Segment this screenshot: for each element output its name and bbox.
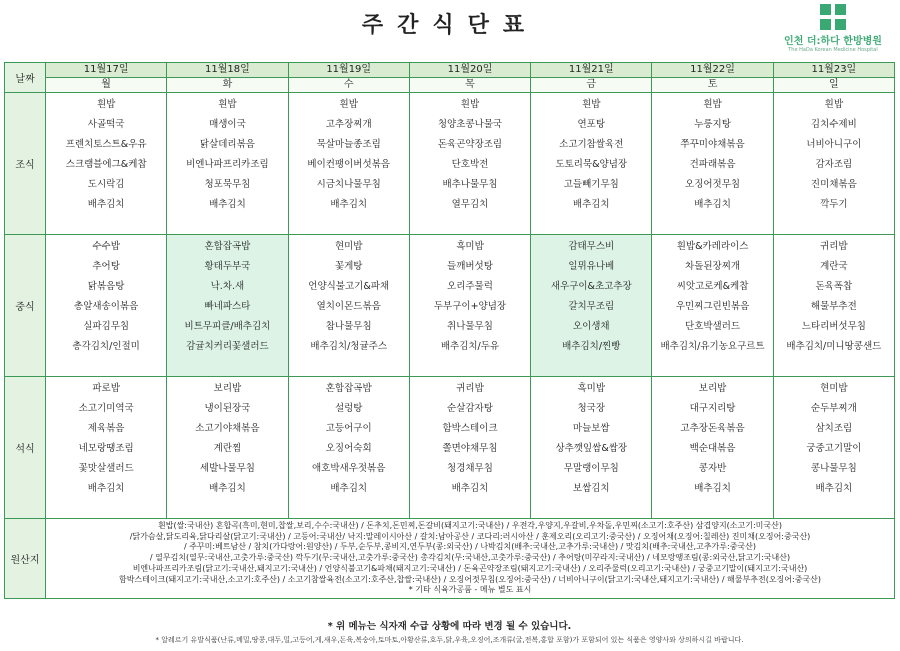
menu-item: 콩자반 (698, 463, 727, 474)
hospital-logo (778, 4, 888, 53)
menu-item: 고추장돈육볶음 (680, 423, 745, 434)
menu-item: 순살감자탕 (447, 403, 493, 414)
menu-item: 고들빼기무침 (563, 179, 619, 190)
menu-item: 제육볶음 (87, 423, 125, 434)
menu-item: 배추김치 (694, 483, 731, 494)
menu-item: 빠네파스타 (204, 301, 251, 312)
date-cell: 11월19일 (288, 63, 409, 78)
menu-item: 백순대볶음 (689, 443, 736, 454)
menu-item: 오징어젓무침 (685, 179, 741, 190)
breakfast-cell (409, 93, 530, 235)
dinner-cell (167, 377, 288, 519)
menu-item: 꽃게탕 (334, 261, 363, 272)
origin-line: 함박스테이크(돼지고기:국내산,소고기:호주산) / 소고기참쌀육전(소고기:호주산,찹쌀:국내산) / 오징어젓무침(오징어:중국산) / 너비아니구이(닭고기:국내산,돼지고기:국내산) / 해물부추전(오징어:중국산) (118, 574, 822, 584)
menu-item: 고추장찌개 (325, 119, 372, 130)
menu-item: 꽃맛살샐러드 (78, 463, 134, 474)
row-label-dinner: 석식 (5, 377, 46, 519)
lunch-cell (288, 235, 409, 377)
menu-item: 흰밥 (96, 99, 116, 110)
menu-item: 혼합잡곡밥 (204, 241, 251, 252)
menu-item: 애호박새우젓볶음 (311, 463, 386, 474)
menu-item: 흑미밥 (577, 383, 606, 394)
menu-item: 배추김치 (209, 199, 246, 210)
lunch-cell (652, 235, 773, 377)
breakfast-cell (531, 93, 652, 235)
dinner-row (5, 377, 895, 519)
breakfast-cell (288, 93, 409, 235)
menu-item: 순두부찌개 (810, 403, 857, 414)
menu-item: 진미채볶음 (810, 179, 857, 190)
menu-item: 흰밥 (339, 99, 358, 110)
menu-item: 배추김치 (209, 483, 246, 494)
origin-line: 흰밥(쌀:국내산) 혼합곡(흑미,현미,찹쌀,보리,수수:국내산) / 돈추치,돈민찌,돈갈비(돼지고기:국내산) / 우전각,우양지,우갈비,우차돌,우민찌(소고기:호주산) 삼겹양지(소고기:미국산) (158, 521, 782, 530)
menu-item: 깍두기 (820, 199, 848, 210)
menu-item: 비엔나파프리카조림 (186, 159, 269, 170)
menu-item: 청경채무침 (447, 463, 493, 474)
menu-item: 해물부추전 (810, 301, 857, 312)
menu-item: 배추김치 (330, 199, 368, 210)
menu-item: 소고기미역국 (78, 403, 134, 414)
lunch-cell (409, 235, 530, 377)
lunch-cell (46, 235, 167, 377)
lunch-cell (773, 235, 894, 377)
origin-info (46, 519, 895, 599)
menu-item: 감태무스비 (568, 241, 615, 252)
origin-line: /닭가슴살,닭도리육,닭다리살(닭고기:국내산) / 고등어:국내산/ 낙지:말레이시아산 / 갈치:남아공산 / 코다리:러시아산 / 훈제오리(오리고기:중국산) / 오징어채(오징어:칠레산) 진미채(오징어:중국산) (129, 531, 811, 541)
date-cell: 11월22일 (652, 63, 773, 78)
menu-item: 청국장 (577, 403, 606, 414)
breakfast-cell (652, 93, 773, 235)
menu-item: 프렌치토스트&우유 (65, 139, 147, 150)
menu-item: 배추김치 (572, 199, 610, 210)
menu-item: 도토리묵&양념장 (555, 159, 628, 170)
date-cell: 11월17일 (46, 63, 167, 78)
row-label-breakfast: 조식 (5, 93, 46, 235)
menu-item: 고등어구이 (325, 423, 372, 434)
weekly-menu-table (4, 62, 895, 599)
row-label-origin: 원산지 (5, 519, 46, 599)
menu-item: 소고기야채볶음 (195, 423, 260, 434)
menu-item: 배추김치/찐빵 (562, 341, 621, 352)
menu-item: 김치수제비 (810, 119, 857, 130)
menu-item: 쭈꾸미야채볶음 (680, 139, 745, 150)
menu-item: 네모랑땡조림 (78, 443, 134, 454)
breakfast-cell (167, 93, 288, 235)
logo-name: 인천 더:하다 한방병원 (784, 36, 882, 47)
lunch-cell (531, 235, 652, 377)
menu-item: 갈치무조림 (568, 301, 615, 312)
lunch-cell (167, 235, 288, 377)
weekday-cell: 화 (167, 78, 288, 93)
menu-change-notice: * 위 메뉴는 식자재 수급 상황에 따라 변경 될 수 있습니다. (327, 621, 572, 632)
menu-item: 흰밥 (582, 99, 601, 110)
menu-item: 흰밥 (824, 99, 844, 110)
menu-item: 배추김치/두유 (440, 341, 500, 352)
row-label-date: 날짜 (5, 63, 46, 93)
menu-item: 대구지리탕 (689, 403, 736, 414)
menu-item: 파로밥 (92, 383, 120, 394)
origin-line: / 열무김치(열무:국내산,고춧가루:중국산) 깍두기(무:국내산,고춧가루:중국산) 총각김치(무:국내산,고춧가루:중국산) / 추어탕(미꾸라지:국내산) / 네모랑땡조림(콩:외국산,닭고기:국내산) (149, 553, 791, 563)
origin-line: 비엔나파프리카조림(닭고기:국내산,돼지고기:국내산) / 언양식불고기&파채(돼지고기:국내산) / 돈육곤약장조림(돼지고기:국내산) / 오리주물럭(오리고기:국내산) / 궁중고기말이(돼지고기:국내산) (132, 563, 808, 573)
menu-item: 돈육곤약장조림 (437, 139, 503, 150)
menu-item: 설렁탕 (334, 403, 363, 414)
lunch-row (5, 235, 895, 377)
menu-item: 연포탕 (577, 119, 606, 130)
weekday-cell: 수 (288, 78, 409, 93)
menu-item: 계란국 (820, 261, 848, 272)
weekday-cell: 금 (531, 78, 652, 93)
menu-item: 보리밥 (698, 383, 727, 394)
menu-item: 시금치나물무침 (316, 179, 381, 190)
menu-item: 사골떡국 (87, 119, 125, 130)
menu-item: 취나물무침 (447, 321, 493, 332)
menu-item: 청포묵무침 (204, 179, 251, 190)
menu-item: 감귤치커리꽃샐러드 (186, 341, 269, 352)
menu-item: 씨앗고로케&케찹 (676, 281, 749, 292)
menu-item: 귀리밥 (820, 241, 848, 252)
menu-item: 삼치조림 (815, 423, 853, 434)
origin-line: / 주꾸미:베트남산 / 참치(가다랑어:원양산) / 두부,순두부,콩비지,연두부(콩:외국산) / 나박김치(배추:국내산,고추가루:국내산) / 맛김치(배추:국내산,고추가루:중국산) (183, 542, 757, 552)
notes (4, 620, 895, 646)
origin-line: * 기타 식육가공품 - 메뉴 별도 표시 (408, 585, 532, 595)
menu-item: 일뮈유나베 (568, 261, 615, 272)
menu-item: 배추김치/청귤주스 (310, 341, 388, 352)
menu-item: 흑미밥 (456, 241, 484, 252)
menu-item: 도시락김 (87, 179, 125, 190)
menu-item: 궁중고기말이 (806, 443, 862, 454)
menu-item: 닭볶음탕 (87, 281, 125, 292)
menu-item: 세발나물무침 (199, 463, 255, 474)
menu-item: 보쌈김치 (572, 483, 610, 494)
menu-item: 매생이국 (209, 119, 246, 130)
menu-item: 흰밥 (460, 99, 480, 110)
menu-item: 상추깻잎쌈&쌈장 (555, 443, 628, 454)
menu-item: 오리주물럭 (447, 281, 493, 292)
menu-item: 흰밥 (703, 99, 722, 110)
menu-item: 배추김치 (815, 483, 853, 494)
menu-item: 배추김치 (330, 483, 368, 494)
date-row (5, 63, 895, 78)
menu-item: 새우구이&초고추장 (550, 281, 632, 292)
menu-item: 참나물무침 (325, 321, 372, 332)
menu-item: 우민찌그린빈볶음 (675, 301, 750, 312)
menu-item: 실파김무침 (83, 321, 130, 332)
dinner-cell (652, 377, 773, 519)
menu-item: 배추김치 (694, 199, 731, 210)
menu-item: 황태두부국 (204, 261, 251, 272)
menu-item: 수수밥 (92, 241, 120, 252)
logo-subtitle: The HaDa Korean Medicine Hospital (788, 47, 878, 53)
menu-item: 계란찜 (213, 443, 242, 454)
menu-item: 두부구이+양념장 (433, 301, 507, 312)
weekday-cell: 일 (773, 78, 894, 93)
menu-item: 단호박샐러드 (685, 321, 741, 332)
menu-item: 소고기참쌀육전 (559, 139, 624, 150)
menu-item: 현미밥 (820, 383, 848, 394)
allergy-notice: * 알레르기 유발식품(난류,메밀,땅콩,대두,밀,고등어,게,새우,돈육,복숭아,토마토,아황산류,호두,닭,우육,오징어,조개류(굴,전복,홍합 포함)가 포함되어 있는 식품은 영양사와 상의하시길 바랍니다. (155, 636, 744, 644)
menu-item: 돈육폭찹 (815, 281, 853, 292)
date-cell: 11월18일 (167, 63, 288, 78)
origin-row (5, 519, 895, 599)
menu-item: 열치이몬드볶음 (316, 301, 381, 312)
weekday-cell: 토 (652, 78, 773, 93)
menu-item: 배추나물무침 (442, 179, 498, 190)
menu-item: 오이생채 (572, 321, 610, 332)
menu-item: 배추김치 (451, 483, 489, 494)
menu-item: 배추김치 (87, 199, 125, 210)
menu-item: 냉이된장국 (204, 403, 251, 414)
menu-item: 혼합잡곡밥 (325, 383, 372, 394)
menu-item: 스크램블에그&케찹 (65, 159, 147, 170)
menu-item: 너비아니구이 (806, 139, 862, 150)
menu-item: 비트무피클/배추김치 (184, 321, 271, 332)
menu-item: 들깨버섯탕 (447, 261, 493, 272)
dinner-cell (46, 377, 167, 519)
dinner-cell (531, 377, 652, 519)
dinner-cell (773, 377, 894, 519)
menu-item: 배추김치/유기농요구르트 (660, 341, 765, 352)
row-label-lunch: 중식 (5, 235, 46, 377)
date-cell: 11월20일 (409, 63, 530, 78)
menu-item: 콩나물무침 (810, 463, 857, 474)
breakfast-cell (46, 93, 167, 235)
menu-item: 누룽지탕 (694, 119, 731, 130)
weekday-cell: 월 (46, 78, 167, 93)
menu-item: 단호박전 (451, 159, 489, 170)
menu-item: 무말랭이무침 (563, 463, 619, 474)
page-title: 주간식단표 (361, 13, 539, 38)
dinner-cell (409, 377, 530, 519)
menu-item: 감자조림 (815, 159, 853, 170)
menu-item: 추어탕 (92, 261, 120, 272)
menu-item: 묵살마늘종조림 (316, 139, 381, 150)
breakfast-row (5, 93, 895, 235)
date-cell: 11월21일 (531, 63, 652, 78)
menu-item: 오징어숙회 (325, 443, 372, 454)
menu-item: 베이컨팽이버섯볶음 (307, 159, 390, 170)
menu-item: 총알새송이볶음 (74, 301, 139, 312)
menu-item: 귀리밥 (456, 383, 484, 394)
menu-item: 마늘보쌈 (572, 423, 610, 434)
weekday-row (5, 78, 895, 93)
menu-item: 함박스테이크 (442, 423, 498, 434)
menu-item: 열무김치 (451, 199, 489, 210)
menu-item: 흰밥&카레라이스 (676, 241, 749, 252)
menu-item: 보리밥 (213, 383, 242, 394)
menu-item: 느타리버섯무침 (801, 321, 866, 332)
menu-item: 청양초콩나물국 (437, 119, 503, 130)
breakfast-cell (773, 93, 894, 235)
menu-item: 총각김치/인절미 (72, 341, 140, 352)
logo-mark-icon (820, 4, 846, 30)
menu-item: 건파래볶음 (689, 159, 736, 170)
dinner-cell (288, 377, 409, 519)
menu-item: 언양식불고기&파채 (308, 281, 390, 292)
menu-item: 흰밥 (218, 99, 237, 110)
menu-item: 닭살데리볶음 (199, 139, 255, 150)
menu-item: 차돌된장찌개 (685, 261, 741, 272)
menu-item: 배추김치 (87, 483, 125, 494)
menu-item: 낙.차.새 (210, 281, 245, 292)
date-cell: 11월23일 (773, 63, 894, 78)
menu-item: 현미밥 (334, 241, 363, 252)
menu-item: 배추김치/미니땅콩샌드 (786, 341, 882, 352)
weekday-cell: 목 (409, 78, 530, 93)
menu-item: 쫄면야채무침 (442, 443, 498, 454)
